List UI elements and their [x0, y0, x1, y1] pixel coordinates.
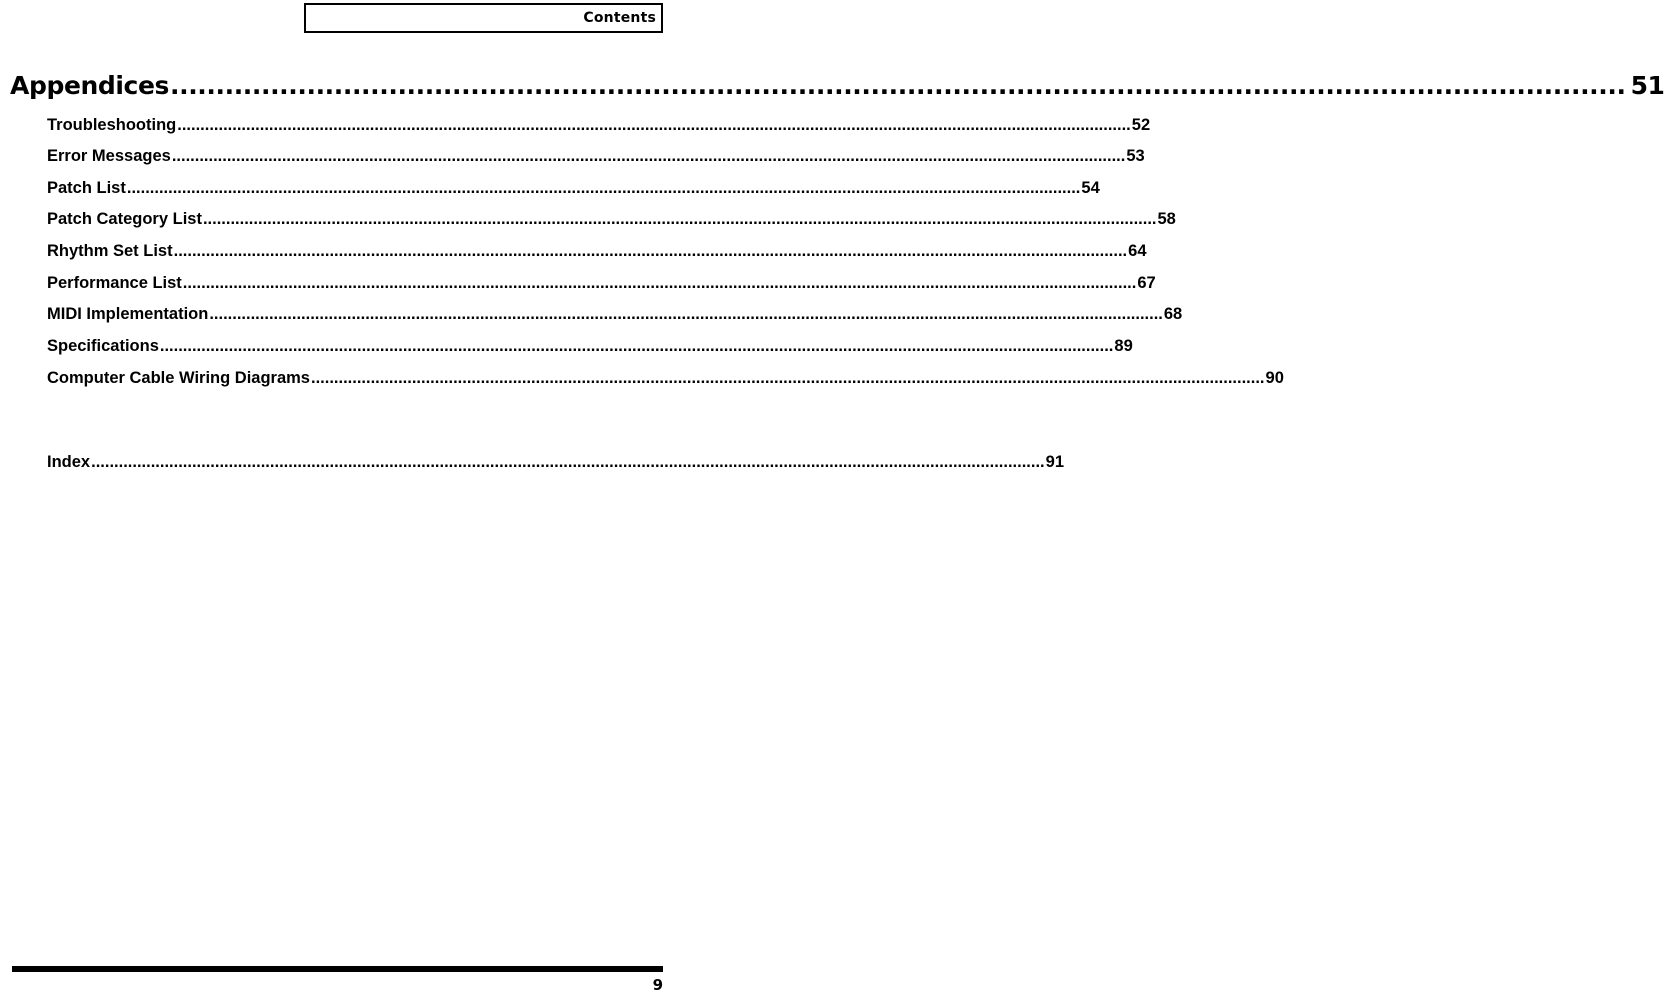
section-page-number: 51 [1630, 71, 1665, 100]
toc-entry-title: Rhythm Set List [47, 242, 173, 260]
toc-entry-title: Index [47, 453, 91, 471]
toc-entry-specifications[interactable] [47, 336, 1133, 356]
toc-entry-title: Patch List [47, 179, 126, 197]
dot-leader: ................................................................................................................................................................................................................ [209, 305, 1163, 323]
toc-entry-patch-list[interactable] [47, 178, 1100, 198]
toc-entry-title: Specifications [47, 337, 159, 355]
footer-rule [12, 966, 663, 972]
toc-entry-page: 67 [1137, 274, 1156, 292]
toc-entry-index[interactable] [47, 452, 1064, 472]
contents-header-tab [304, 3, 663, 33]
dot-leader: ................................................................................................................................................................................................................ [173, 242, 1128, 260]
dot-leader: ................................................................................................................................................................................................................ [202, 210, 1157, 228]
toc-entry-page: 54 [1081, 179, 1100, 197]
toc-entry-title: Troubleshooting [47, 116, 177, 134]
toc-entry-title: Error Messages [47, 147, 171, 165]
toc-section-appendices[interactable] [10, 71, 1665, 100]
toc-entry-midi-implementation[interactable] [47, 304, 1183, 324]
dot-leader: ................................................................................................................................................................................................................ [126, 179, 1081, 197]
toc-entry-page: 91 [1045, 453, 1064, 471]
toc-entry-title: Performance List [47, 274, 182, 292]
toc-entry-title: Patch Category List [47, 210, 202, 228]
toc-entry-title: MIDI Implementation [47, 305, 209, 323]
toc-entry-page: 52 [1131, 116, 1151, 134]
dot-leader: ................................................................................................................................................................................................................ [177, 116, 1131, 134]
toc-entry-computer-cable-wiring-diagrams[interactable] [47, 368, 1284, 388]
toc-entry-error-messages[interactable] [47, 146, 1145, 166]
toc-entry-rhythm-set-list[interactable] [47, 241, 1147, 261]
toc-entry-page: 68 [1163, 305, 1183, 323]
dot-leader: ................................................................................................................................................................................................................ [310, 369, 1265, 387]
dot-leader: ................................................................................................................................................................................................................ [182, 274, 1137, 292]
toc-entry-troubleshooting[interactable] [47, 115, 1151, 135]
toc-entry-page: 64 [1128, 242, 1147, 260]
toc-entry-page: 53 [1126, 147, 1145, 165]
toc-entry-page: 58 [1157, 210, 1176, 228]
dot-leader: ................................................................................................................................................................................................................ [159, 337, 1114, 355]
dot-leader: ................................................................................................................................................................................................................ [91, 453, 1045, 471]
footer-page-number: 9 [652, 976, 663, 994]
dot-leader: ................................................................................................................................................................ [170, 71, 1626, 100]
toc-entry-page: 90 [1265, 369, 1284, 387]
section-title: Appendices [10, 71, 170, 100]
toc-entry-page: 89 [1114, 337, 1133, 355]
toc-entry-patch-category-list[interactable] [47, 209, 1176, 229]
dot-leader: ................................................................................................................................................................................................................ [171, 147, 1126, 165]
header-tab-label: Contents [583, 10, 656, 26]
toc-entry-performance-list[interactable] [47, 273, 1156, 293]
toc-entry-title: Computer Cable Wiring Diagrams [47, 369, 310, 387]
